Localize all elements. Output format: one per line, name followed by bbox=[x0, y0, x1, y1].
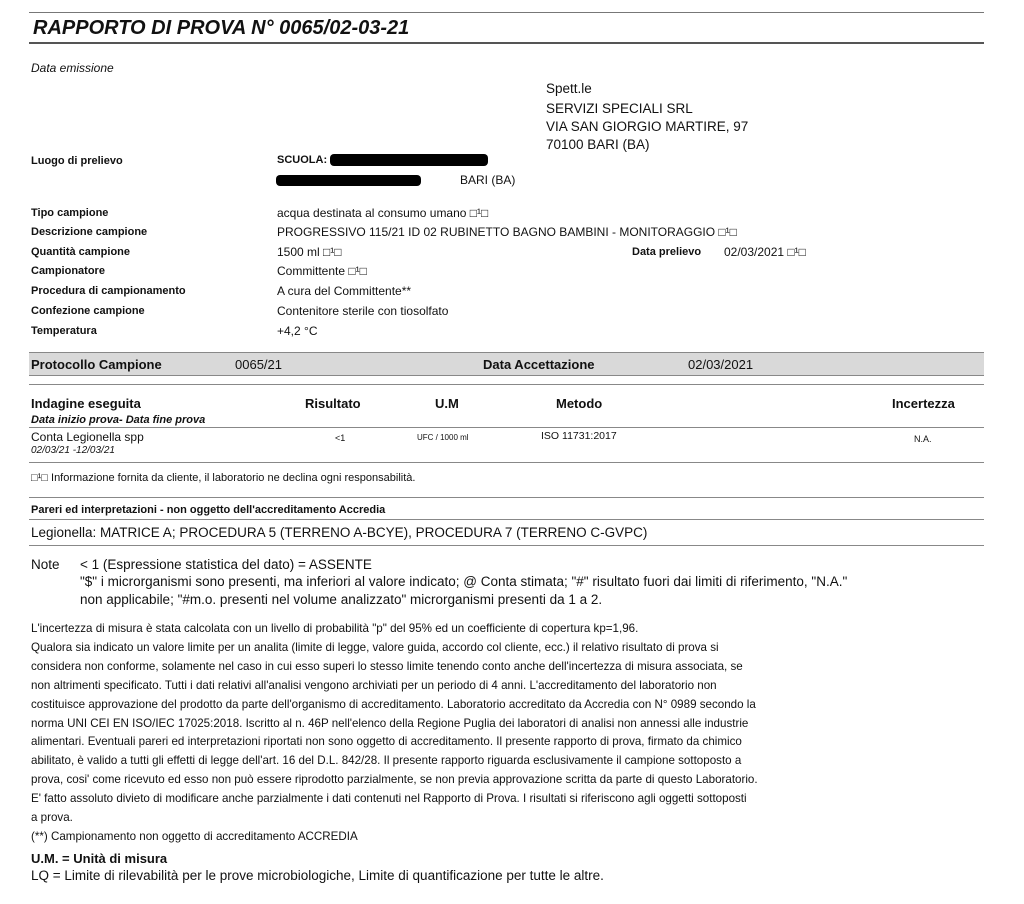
temperatura-label: Temperatura bbox=[31, 325, 97, 337]
disclaimer-line: alimentari. Eventuali pareri ed interpretazioni riportati non sono oggetto di accreditamento. Il presente rapporto di prova, firmato da chimico bbox=[31, 735, 742, 749]
disclaimer-line: considera non conforme, solamente nel caso in cui esso superi lo stesso limite tenendo conto anche dell'incertezza di misura associata, se bbox=[31, 659, 743, 673]
notes-line: "$" i microrganismi sono presenti, ma inferiori al valore indicato; @ Conta stimata; "#" risultato fuori dai limiti di riferimento, "N.A." bbox=[80, 574, 848, 589]
header-indagine: Indagine eseguita bbox=[31, 396, 141, 411]
um-heading: U.M. = Unità di misura bbox=[31, 851, 168, 866]
disclaimer-line: norma UNI CEI EN ISO/IEC 17025:2018. Iscritto al n. 46P nell'elenco della Regione Puglia dei laboratori di analisi non annessi alle industrie bbox=[31, 716, 749, 730]
confezione-label: Confezione campione bbox=[31, 305, 145, 317]
recipient-company: SERVIZI SPECIALI SRL bbox=[546, 101, 693, 116]
results-rule-top bbox=[29, 384, 984, 385]
row-metodo: ISO 11731:2017 bbox=[541, 430, 617, 442]
disclaimer-line: E' fatto assoluto divieto di modificare anche parzialmente i dati contenuti nel Rapporto di Prova. I risultati si riferiscono agli oggetti sottoposti bbox=[31, 792, 747, 806]
opinions-rule-bottom bbox=[29, 545, 984, 546]
header-date-sub: Data inizio prova- Data fine prova bbox=[31, 414, 206, 426]
top-rule bbox=[29, 12, 984, 13]
disclaimer-paragraph bbox=[31, 620, 831, 847]
header-um: U.M bbox=[435, 396, 459, 411]
luogo-city: BARI (BA) bbox=[460, 173, 516, 187]
redaction-bar bbox=[330, 154, 488, 166]
tipo-value: acqua destinata al consumo umano □¹□ bbox=[277, 206, 489, 220]
opinions-rule-top bbox=[29, 497, 984, 498]
disclaimer-line: Qualora sia indicato un valore limite per un analita (limite di legge, valore guida, accordo col cliente, ecc.) il relativo risultato di prova si bbox=[31, 640, 719, 654]
campionatore-label: Campionatore bbox=[31, 265, 105, 277]
quantita-label: Quantità campione bbox=[31, 246, 131, 258]
notes-label: Note bbox=[31, 557, 60, 572]
row-risultato: <1 bbox=[335, 433, 346, 443]
report-title: RAPPORTO DI PROVA N° 0065/02-03-21 bbox=[33, 17, 410, 39]
data-prelievo-value: 02/03/2021 □¹□ bbox=[724, 245, 806, 259]
row-indagine: Conta Legionella spp bbox=[31, 430, 144, 444]
notes-line: < 1 (Espressione statistica del dato) = ASSENTE bbox=[80, 557, 372, 572]
descrizione-value: PROGRESSIVO 115/21 ID 02 RUBINETTO BAGNO BAMBINI - MONITORAGGIO □¹□ bbox=[277, 225, 737, 239]
disclaimer-line: L'incertezza di misura è stata calcolata con un livello di probabilità "p" del 95% ed un coefficiente di copertura kp=1,96. bbox=[31, 622, 639, 635]
recipient-street: VIA SAN GIORGIO MARTIRE, 97 bbox=[546, 119, 749, 134]
opinions-heading: Pareri ed interpretazioni - non oggetto dell'accreditamento Accredia bbox=[31, 504, 386, 516]
quantita-value: 1500 ml □¹□ bbox=[277, 245, 342, 259]
procedura-value: A cura del Committente** bbox=[277, 284, 412, 298]
disclaimer-line: non altrimenti specificato. Tutti i dati relativi all'analisi vengono archiviati per un periodo di 4 anni. L'accreditamento del laboratorio non bbox=[31, 678, 717, 692]
confezione-value: Contenitore sterile con tiosolfato bbox=[277, 304, 449, 318]
campionatore-value: Committente □¹□ bbox=[277, 264, 367, 278]
results-rule-bottom bbox=[29, 462, 984, 463]
accettazione-value: 02/03/2021 bbox=[688, 357, 754, 372]
row-incertezza: N.A. bbox=[914, 434, 932, 444]
header-risultato: Risultato bbox=[305, 396, 361, 411]
descrizione-label: Descrizione campione bbox=[31, 226, 148, 238]
lq-text: LQ = Limite di rilevabilità per le prove microbiologiche, Limite di quantificazione per tutte le altre. bbox=[31, 868, 604, 883]
luogo-name: SCUOLA: bbox=[277, 154, 328, 166]
row-um: UFC / 1000 ml bbox=[417, 433, 469, 442]
opinions-rule-mid bbox=[29, 519, 984, 520]
client-note: □¹□ Informazione fornita da cliente, il laboratorio ne declina ogni responsabilità. bbox=[31, 472, 416, 484]
notes-line: non applicabile; "#m.o. presenti nel volume analizzato" microrganismi presenti da 1 a 2. bbox=[80, 592, 603, 607]
protocol-rule-bottom bbox=[29, 375, 984, 376]
protocollo-label: Protocollo Campione bbox=[31, 357, 162, 372]
header-metodo: Metodo bbox=[556, 396, 603, 411]
row-date: 02/03/21 -12/03/21 bbox=[31, 445, 115, 456]
disclaimer-line: prova, cosi' come ricevuto ed esso non può essere riprodotto parzialmente, se non previa approvazione scritta da parte di questo Laboratorio. bbox=[31, 773, 758, 787]
accettazione-label: Data Accettazione bbox=[483, 357, 595, 372]
recipient-city: 70100 BARI (BA) bbox=[546, 137, 650, 152]
disclaimer-line: abilitato, è valido a tutti gli effetti di legge dell'art. 16 del D.L. 842/28. Il presente rapporto riguarda esclusivamente il campione sottoposto a bbox=[31, 754, 742, 768]
protocollo-value: 0065/21 bbox=[235, 357, 282, 372]
redaction-bar bbox=[276, 175, 421, 186]
protocol-rule-top bbox=[29, 352, 984, 353]
luogo-label: Luogo di prelievo bbox=[31, 155, 123, 167]
procedura-label: Procedura di campionamento bbox=[31, 285, 186, 297]
data-emissione-label: Data emissione bbox=[31, 61, 114, 75]
opinions-text: Legionella: MATRICE A; PROCEDURA 5 (TERRENO A-BCYE), PROCEDURA 7 (TERRENO C-GVPC) bbox=[31, 525, 648, 540]
disclaimer-line: a prova. bbox=[31, 811, 73, 825]
disclaimer-line: costituisce approvazione del prodotto da parte dell'organismo di accreditamento. Laboratorio accreditato da Accredia con N° 0989 secondo la bbox=[31, 697, 756, 711]
recipient-salutation: Spett.le bbox=[546, 81, 592, 96]
tipo-label: Tipo campione bbox=[31, 207, 109, 219]
header-incertezza: Incertezza bbox=[892, 396, 955, 411]
results-header-rule bbox=[29, 427, 984, 428]
temperatura-value: +4,2 °C bbox=[277, 324, 318, 338]
title-rule bbox=[29, 42, 984, 44]
disclaimer-line: (**) Campionamento non oggetto di accreditamento ACCREDIA bbox=[31, 829, 358, 843]
data-prelievo-label: Data prelievo bbox=[632, 246, 702, 258]
